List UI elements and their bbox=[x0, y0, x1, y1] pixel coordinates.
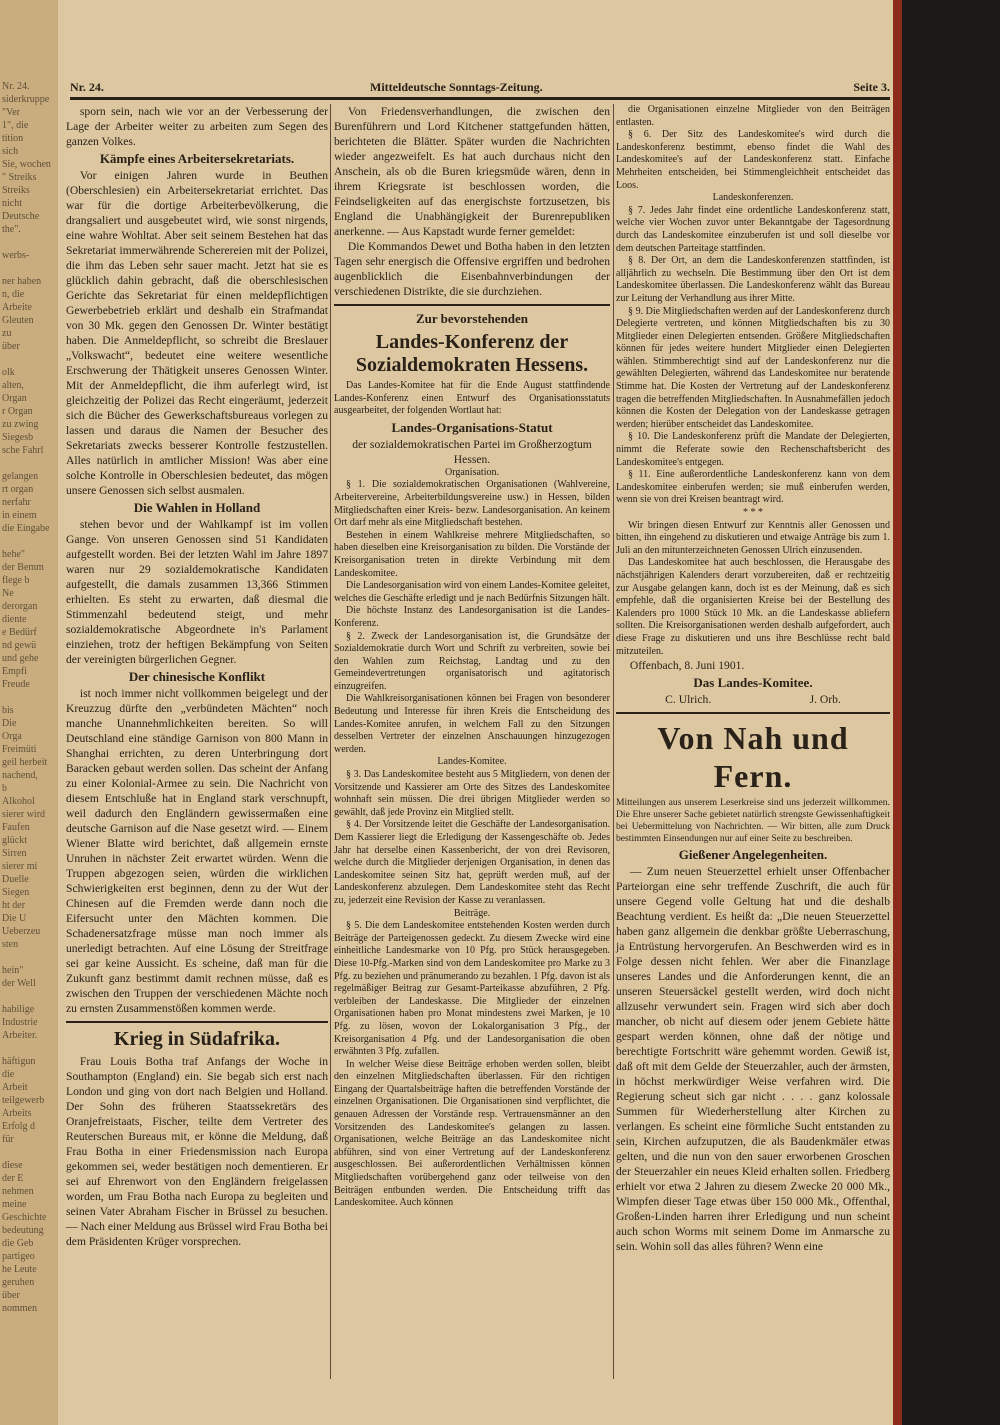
paragraph: Mitteilungen aus unserem Leserkreise sind uns jederzeit willkommen. Die Ehre unserer Sache gebietet natürlich strengste Gewissenhaftigkeit bei Uebermittelung von Nachrichten. — Wir bitten, alle zum Druck bestimmten Einsendungen nur auf einer Seite zu beschreiben. bbox=[616, 797, 890, 845]
column-2 bbox=[334, 104, 610, 1210]
paragraph: Wir bringen diesen Entwurf zur Kenntnis aller Genossen und bitten, ihn eingehend zu diskutieren und etwaige Anträge bis zum 1. Juli an den mitunterzeichneten Genossen Ulrich einzusenden. bbox=[616, 519, 890, 556]
paragraph: Das Landes-Komitee hat für die Ende August stattfindende Landes-Konferenz einen Entwurf des Organisationsstatuts ausgearbeitet, der folgenden Wortlaut hat: bbox=[334, 380, 610, 417]
paragraph: ist noch immer nicht vollkommen beigelegt und der Kreuzzug dürfte den „verbündeten Mächten“ noch manche Unannehmlichkeiten bereiten. So will Deutschland eine ständige Garnison von 800 Mann in Shanghai errichten, zu deren Unterbringung dort Baracken gebaut werden sollen. Das scheint der Anfang zu einer Kolonial-Armee zu sein. Die Nachricht von diesem Entschluße hat in England stark verschnupft, weil dadurch den Engländern gewissermaßen eine deutsche Garnison auf die Nase gesetzt wird. — Einem Wiener Blatte wird berichtet, daß allgemein ernste Unruhen in nächster Zeit erwartet würden. Wenn die Truppen abgezogen seien, würden die wirklichen Schwierigkeiten erst beginnen, denn zu der Wut der Chinesen auf die Fremden werde dann noch die Eifersucht unter den Mächten kommen. Die Schadenersatzfrage müsse man noch immer als unerledigt betrachten. Auf eine Lösung der Streitfrage sei gar keine Aussicht. Es scheine, daß man für die Zukunft ganz bestimmt damit rechnen müsse, daß es zwischen den Truppen der verschiedenen Mächte noch zu ernsten Zusammenstößen kommen werde. bbox=[66, 687, 328, 1015]
paragraph: Von Friedensverhandlungen, die zwischen den Burenführern und Lord Kitchener stattgefunden hätten, berichteten die Blätter. Später wurden die Nachrichten wieder angezweifelt. Es hat auch durchaus nicht den Anschein, als ob die Buren kriegsmüde wären, denn in ihrem Kriegsrate ist beschlossen worden, die Feindseligkeiten auf das energischste fortzusetzen, bis England die Unabhängigkeit der Burenrepubliken anerkenne. — Aus Kapstadt wurde ferner gemeldet: bbox=[334, 105, 610, 238]
paragraph: stehen bevor und der Wahlkampf ist im vollen Gange. Von unseren Genossen sind 51 Kandidaten aufgestellt worden. Bei der letzten Wahl im Jahre 1897 waren nur 29 sozialdemokratische Kandidaten aufgestellt, die damals zusammen 13,366 Stimmen erhielten. Es steht zu erwarten, daß diesmal die Stimmenzahl bedeutend steigt, und mehr sozialdemokratische Abgeordnete in's Parlament einziehen, trotz der heftigen Bekämpfung von Seiten der vereinigten bürgerlichen Gegner. bbox=[66, 518, 328, 666]
signatory: J. Orb. bbox=[809, 693, 841, 707]
page-header bbox=[70, 80, 890, 96]
headline: Krieg in Südafrika. bbox=[113, 1028, 281, 1050]
newspaper-title: Mitteldeutsche Sonntags-Zeitung. bbox=[370, 80, 543, 94]
paragraph: § 11. Eine außerordentliche Landeskonferenz kann von dem Landeskomitee einberufen werden; sie muß einberufen werden, wenn sie von drei Kreisen beantragt wird. bbox=[616, 469, 890, 506]
paragraph: Die höchste Instanz des Landesorganisation ist die Landes-Konferenz. bbox=[334, 605, 610, 629]
paragraph: Die Kommandos Dewet und Botha haben in den letzten Tagen sehr energisch die Offensive ergriffen und bedrohen augenblicklich die Eisenbahnverbindungen der verschiedenen Distrikte, die sie durchziehen. bbox=[334, 240, 610, 298]
section-divider bbox=[334, 304, 610, 306]
paragraph: Offenbach, 8. Juni 1901. bbox=[629, 659, 745, 673]
headline: Das Landes-Komitee. bbox=[693, 675, 813, 691]
paragraph: In welcher Weise diese Beiträge erhoben werden sollen, bleibt den einzelnen Mitgliedschaften überlassen. Für den richtigen Eingang der Quartalsbeiträge haften die betreffenden Vorstände der einzelnen Organisationen. Die Organisationen sind verpflichtet, die genauen Adressen der Vorstände resp. Vertrauensmänner an den Vorsitzenden des Landeskomitee's gelangen zu lassen. Organisationen, welche Beiträge an das Landeskomitee nicht abführen, sind von einer Vertretung auf der Landeskonferenz ausgeschlossen. Bei außerordentlichen Verhältnissen können Mitgliedschaften vorübergehend ganz oder teilweise von den Beiträgen entbunden werden. Die Entscheidung trifft das Landeskomitee. Auch können bbox=[334, 1058, 610, 1209]
headline: Kämpfe eines Arbeitersekretariats. bbox=[99, 151, 295, 166]
paragraph: Das Landeskomitee hat auch beschlossen, die Herausgabe des nächstjährigen Kalenders derart vorzubereiten, daß er rechtzeitig zur Ausgabe gelangen kann, doch ist es der Meinung, daß es sich empfehle, daß die organisierten Kreise bei der Bestellung des Kalenders pro 1000 Stück 10 Mk. an die Landeskasse abliefern sollten. Die Kreisorganisationen werden deshalb aufgefordert, auch diese Frage zu diskutieren und uns ihre Beschlüsse recht bald mitzuteilen. bbox=[616, 557, 890, 657]
previous-page-text: Nr. 24. siderkruppe "Ver 1", die tition sich Sie, wochen " Streiks Streiks nicht Deutsche the". werbs- ner haben n, die Arbeite Gleuten zu über olk alten, Organ r Organ zu zwing Siegesb sche Fahrl gelangen rt organ nerfahr in einem die Eingabe hehe" der Bemm flege b Ne derorgan diente e Bedürf nd gewü und gehe Empfi Freude bis Die Orga Freimüti geil herbeit nachend, b Alkohol sierer wird Faufen glückt Sirren sierer mi Duelle Siegen ht der Die U Ueberzeu sten hein" der Well habilige Industrie Arbeiter. häftigun die Arbeit teilgewerb Arbeits Erfolg d für diese der E nehmen meine Geschichte bedeutung die Geb partigeo he Leute geruhen über nommen bbox=[2, 81, 51, 1314]
paragraph: § 2. Zweck der Landesorganisation ist, die Grundsätze der Sozialdemokratie durch Wort und Schrift zu verbreiten, sowie bei den Wahlen zum Reichstag, Landtag und zu den Gemeindevertretungen organisatorisch und agitatorisch einzugreifen. bbox=[334, 630, 610, 692]
headline: Zur bevorstehenden bbox=[415, 311, 529, 326]
paragraph: § 10. Die Landeskonferenz prüft die Mandate der Delegierten, nimmt die Referate sowie den Rechenschaftsbericht des Landeskomitee's entgegen. bbox=[616, 431, 890, 468]
headline: Gießener Angelegenheiten. bbox=[678, 847, 828, 863]
paragraph: Frau Louis Botha traf Anfangs der Woche in Southampton (England) ein. Sie begab sich erst nach London und ging von dort nach Belgien und Holland. Der Sohn des früheren Staatssekretärs des Oranjefreistaats, Fischer, teilte dem Vertreter des Reuterschen Bureaus mit, er könne die Meldung, daß Frau Botha in einer Friedensmission nach Europa gekommen sei, weder bestätigen noch dementieren. Er sei auf Ehrenwort von den Engländern freigelassen worden, um Frau Botha nach Europa zu begleiten und seinen Vater Abraham Fischer in Brüssel zu besuchen. — Nach einer Meldung aus Brüssel wird Frau Botha bei dem Präsidenten Krüger vorsprechen. bbox=[66, 1055, 328, 1248]
paragraph: § 5. Die dem Landeskomitee entstehenden Kosten werden durch Beiträge der Parteigenossen gedeckt. Zu diesem Zwecke wird eine einheitliche Landesmarke von 10 Pfg. pro Stück herausgegeben. Diese 10-Pfg.-Marken sind von dem Landeskomitee pro Marke zu 3 Pfg. zu beziehen und pränumerando zu bezahlen. 1 Pfg. davon ist als regelmäßiger Beitrag zur Gesamt-Parteikasse abzuführen, 2 Pfg. verbleiben der Landeskasse. Die Mitglieder der einzelnen Organisationen haben pro Monat mindestens zwei Marken, je 10 Pfg. zu lösen, wovon der Lokalorganisation 3 Pfg., der Kreisorganisation 4 Pfg. und der Landesorganisation die oben erwähnten 3 Pfg. zufallen. bbox=[334, 920, 610, 1058]
paragraph: Beiträge. bbox=[453, 907, 491, 919]
section-divider bbox=[66, 1021, 328, 1023]
paragraph: sporn sein, nach wie vor an der Verbesserung der Lage der Arbeiter weiter zu arbeiten zum Segen des ganzen Volkes. bbox=[66, 105, 328, 148]
paragraph: § 9. Die Mitgliedschaften werden auf der Landeskonferenz durch Delegierte vertreten, und können Mitgliedschaften bis zu 30 Mitglieder einen Delegierten entsenden. Größere Mitgliedschaften können für jedes weitere hundert Mitglieder einen Delegierten wählen. Stimmberechtigt sind auf der Landeskonferenz nur die gewählten Delegierten, während das Landeskomitee nur beratende Stimme hat. Die Kosten der Vertretung auf der Landeskonferenz tragen die betreffenden Mitgliedschaften. In Ausnahmefällen jedoch können die Kosten der Delegation von der Landeskasse getragen werden; hierüber entscheidet das Landeskomitee. bbox=[616, 305, 890, 430]
headline: Der chinesische Konflikt bbox=[128, 669, 266, 684]
signatory: C. Ulrich. bbox=[665, 693, 712, 707]
paragraph: * * * bbox=[743, 507, 763, 518]
paragraph: Landes-Komitee. bbox=[437, 756, 507, 768]
paragraph: Organisation. bbox=[445, 466, 499, 478]
paragraph: § 4. Der Vorsitzende leitet die Geschäfte der Landesorganisation. Dem Kassierer liegt die Erledigung der Kassengeschäfte ob. Jedes Jahr hat derselbe einen Kassenbericht, der von drei Revisoren, welche durch die Mitglieder derjenigen Organisation, in denen das Landeskomitee seinen Sitz hat, geprüft werden muß, auf der Landeskonferenz abzulegen. Dem Landeskomitee steht das Recht zu, jederzeit eine Revision der Kasse zu veranlassen. bbox=[334, 819, 610, 906]
paragraph: Die Landesorganisation wird von einem Landes-Komitee geleitet, welches die Geschäfte erledigt und je nach Bedürfnis Sitzungen hält. bbox=[334, 580, 610, 604]
column-3 bbox=[616, 104, 890, 1254]
section-divider bbox=[616, 712, 890, 714]
signatures bbox=[616, 692, 890, 707]
paragraph: § 3. Das Landeskomitee besteht aus 5 Mitgliedern, von denen der Vorsitzende und Kassierer am Orte des Sitzes des Landeskomitee wohnhaft sein müssen. Die drei übrigen Mitglieder werden so gewählt, daß jede Provinz ein Mitglied stellt. bbox=[334, 769, 610, 818]
paragraph: Vor einigen Jahren wurde in Beuthen (Oberschlesien) ein Arbeitersekretariat errichtet. Das war für die dortige Arbeiterbevölkerung, die drangsaliert und ausgebeutet wird, wie sonst nirgends, eine wahre Wohltat. Aber seit seinem Bestehen hat das Sekretariat immerwährende Scherereien mit der Polizei, die ihm das Leben sehr sauer macht. Jetzt hat sie es glücklich dahin gebracht, daß die oberschlesischen Gerichte das Sekretariat für einen meldepflichtigen Gewerbebetrieb erklärt und deshalb ein Strafmandat von 30 Mk. gegen den Genossen Dr. Winter bestätigt haben. Die Anmeldepflicht, so schreibt die Breslauer „Volkswacht“, bedeutet eine weitere wesentliche Erschwerung der Thätigkeit unseres Genossen Winter. Mit der Anmeldepflicht, die ihm auferlegt wird, ist gleichzeitig der Polizei das Recht eingeräumt, jederzeit sich die Bücher des Gewerkschaftsbureaus vorlegen zu lassen und daraus die Namen der Besucher des Sekretariats zwecks besserer Kontrolle festzustellen. Alles natürlich in amtlicher Mission! Was aber eine solche Kontrolle in Oberschlesien bedeutet, das mögen unsere Genossen sich selbst ausmalen. bbox=[66, 169, 328, 497]
paragraph: § 1. Die sozialdemokratischen Organisationen (Wahlvereine, Arbeitervereine, Arbeiterbildungsvereine usw.) in Hessen, bilden Mitgliedschaften einer Kreis- bezw. Landesorganisation. An keinem Ort darf mehr als eine Mitgliedschaft bestehen. bbox=[334, 479, 610, 529]
paragraph: Die Wahlkreisorganisationen können bei Fragen von besonderer Bedeutung und Interesse für ihren Kreis die Entscheidung des Landes-Komitee anrufen, in welchem Fall zu den Sitzungen desselben Vertreter der einzelnen Anschauungen hinzugezogen werden. bbox=[334, 693, 610, 755]
headline: Von Nah und Fern. bbox=[657, 720, 849, 795]
paragraph: § 7. Jedes Jahr findet eine ordentliche Landeskonferenz statt, welche vier Wochen zuvor unter Bekanntgabe der Tagesordnung durch das Landeskomitee einzuberufen ist und soll dieselbe vor dem deutschen Parteitage stattfinden. bbox=[616, 204, 890, 254]
paragraph: die Organisationen einzelne Mitglieder von den Beiträgen entlasten. bbox=[616, 104, 890, 128]
paragraph: — Zum neuen Steuerzettel erhielt unser Offenbacher Parteiorgan eine sehr treffende Zuschrift, die auch für unsere Gegend volle Geltung hat und die deshalb Beachtung verdient. Es heißt da: „Die neuen Steuerzettel haben ganz allgemein die denkbar größte Ueberraschung, ja Entrüstung hervorgerufen. An Beschwerden wird es in Folge dessen nicht fehlen. Wer aber die Finanzlage unseres Landes und die Anforderungen kennt, die an unseren Steuersäckel gestellt werden, wird doch nicht allzusehr verwundert sein. Fragen wird sich aber doch mancher, ob nicht auf diesem oder jenem Gebiete hätte gespart werden können, ohne daß der nötige und berechtigte Fortschritt wäre gehemmt worden. Gewiß ist, daß oft mit dem Gelde der Steuerzahler, auch der ärmsten, in höchst merkwürdiger Weise verfahren wird. Die Regierung scheut sich gar nicht . . . . ganz kolossale Summen für Wiederherstellung alter Kirchen zu verlangen. Es scheint eine förmliche Sucht entstanden zu sein, Kirchen aufzuputzen, die als Baudenkmäler etwas gelten, und die nun von den sauer erworbenen Groschen der Steuerzahler ein neues Kleid erhalten sollen. Friedberg erhielt vor etwa 2 Jahren zu diesem Zwecke 20 000 Mk., Wimpfen dieser Tage etwas über 150 000 Mk., Offenthal, Großen-Linden harren ihrer Erledigung und nun scheint auch schon Worms mit seinem Dome im Anmarsche zu sein. Wohin soll das alles führen? Wenn eine bbox=[616, 865, 890, 1254]
header-rule bbox=[70, 97, 890, 100]
paragraph: § 6. Der Sitz des Landeskomitee's wird durch die Landeskonferenz bestimmt, ebenso findet die Wahl des Landeskomitee's auf der Landeskonferenz statt. Einfache Mehrheiten entscheiden, bei Stimmengleichheit entscheidet das Loos. bbox=[616, 129, 890, 191]
paragraph: Bestehen in einem Wahlkreise mehrere Mitgliedschaften, so haben dieselben eine Kreisorganisation zu bilden. Die Vorstände der Kreisorganisation treten in direkte Verbindung mit dem Landeskomitee. bbox=[334, 529, 610, 579]
book-binding-edge bbox=[893, 0, 902, 1425]
newspaper-page bbox=[58, 0, 896, 1425]
paragraph: § 8. Der Ort, an dem die Landeskonferenzen stattfinden, ist alljährlich zu wechseln. Die Bestimmung über den Ort ist dem Landeskomitee überlassen. Die Landeskonferenz wählt das Bureau zur Leitung der Verhandlung aus ihrer Mitte. bbox=[616, 255, 890, 304]
column-divider bbox=[330, 104, 331, 1379]
page-number: Seite 3. bbox=[853, 80, 890, 94]
headline: Landes-Konferenz der Sozialdemokraten Hessens. bbox=[355, 331, 589, 376]
headline: Landes-Organisations-Statut bbox=[391, 419, 553, 435]
headline: Die Wahlen in Holland bbox=[133, 500, 261, 515]
column-1 bbox=[66, 104, 328, 1249]
paragraph: Landeskonferenzen. bbox=[712, 192, 794, 204]
paragraph: der sozialdemokratischen Partei im Großherzogtum Hessen. bbox=[352, 437, 592, 466]
previous-page-edge bbox=[0, 0, 61, 1425]
column-divider bbox=[613, 104, 614, 1379]
issue-number: Nr. 24. bbox=[70, 80, 104, 94]
